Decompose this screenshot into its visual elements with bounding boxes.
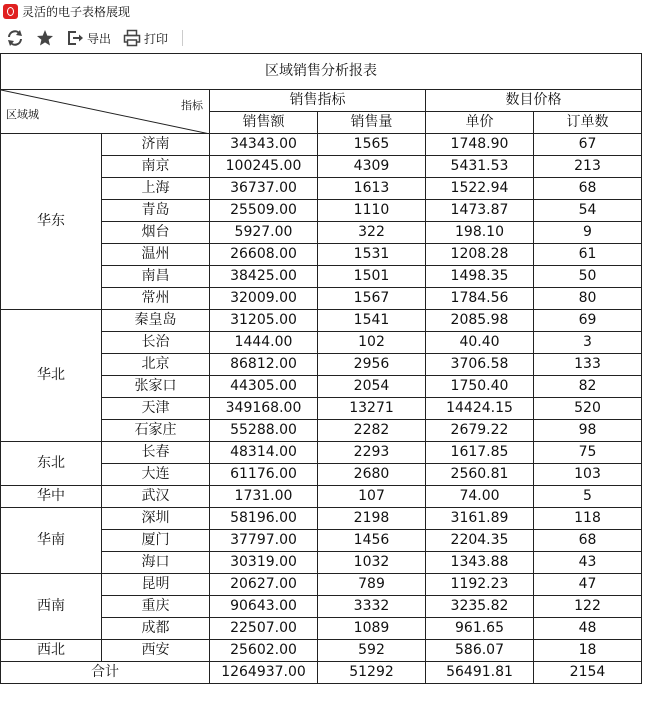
city-cell: 昆明 bbox=[102, 574, 210, 596]
table-row bbox=[1, 442, 642, 464]
value-cell: 1110 bbox=[318, 200, 426, 222]
column-header: 单价 bbox=[426, 112, 534, 134]
value-cell: 32009.00 bbox=[210, 288, 318, 310]
value-cell: 1731.00 bbox=[210, 486, 318, 508]
value-cell: 25509.00 bbox=[210, 200, 318, 222]
value-cell: 14424.15 bbox=[426, 398, 534, 420]
value-cell: 26608.00 bbox=[210, 244, 318, 266]
report-title: 区域销售分析报表 bbox=[1, 54, 642, 90]
city-cell: 南昌 bbox=[102, 266, 210, 288]
city-cell: 成都 bbox=[102, 618, 210, 640]
table-row bbox=[1, 640, 642, 662]
title-bar bbox=[0, 0, 666, 22]
value-cell: 2204.35 bbox=[426, 530, 534, 552]
value-cell: 1613 bbox=[318, 178, 426, 200]
value-cell: 1531 bbox=[318, 244, 426, 266]
value-cell: 54 bbox=[534, 200, 642, 222]
value-cell: 20627.00 bbox=[210, 574, 318, 596]
region-cell: 华南 bbox=[1, 508, 102, 574]
group-header-quantity-price: 数目价格 bbox=[426, 90, 642, 112]
city-cell: 烟台 bbox=[102, 222, 210, 244]
value-cell: 38425.00 bbox=[210, 266, 318, 288]
value-cell: 1032 bbox=[318, 552, 426, 574]
city-cell: 南京 bbox=[102, 156, 210, 178]
region-cell: 华东 bbox=[1, 134, 102, 310]
region-cell: 华北 bbox=[1, 310, 102, 442]
city-cell: 青岛 bbox=[102, 200, 210, 222]
value-cell: 9 bbox=[534, 222, 642, 244]
value-cell: 3 bbox=[534, 332, 642, 354]
value-cell: 1444.00 bbox=[210, 332, 318, 354]
value-cell: 3706.58 bbox=[426, 354, 534, 376]
export-label: 导出 bbox=[87, 31, 112, 46]
value-cell: 1192.23 bbox=[426, 574, 534, 596]
value-cell: 1541 bbox=[318, 310, 426, 332]
value-cell: 98 bbox=[534, 420, 642, 442]
value-cell: 1522.94 bbox=[426, 178, 534, 200]
value-cell: 1567 bbox=[318, 288, 426, 310]
value-cell: 48 bbox=[534, 618, 642, 640]
value-cell: 213 bbox=[534, 156, 642, 178]
value-cell: 349168.00 bbox=[210, 398, 318, 420]
value-cell: 13271 bbox=[318, 398, 426, 420]
value-cell: 102 bbox=[318, 332, 426, 354]
value-cell: 3332 bbox=[318, 596, 426, 618]
value-cell: 1089 bbox=[318, 618, 426, 640]
value-cell: 5927.00 bbox=[210, 222, 318, 244]
city-cell: 温州 bbox=[102, 244, 210, 266]
value-cell: 82 bbox=[534, 376, 642, 398]
column-header: 订单数 bbox=[534, 112, 642, 134]
value-cell: 86812.00 bbox=[210, 354, 318, 376]
print-button[interactable] bbox=[123, 29, 168, 47]
report-sheet bbox=[0, 53, 642, 684]
value-cell: 5431.53 bbox=[426, 156, 534, 178]
value-cell: 47 bbox=[534, 574, 642, 596]
value-cell: 50 bbox=[534, 266, 642, 288]
value-cell: 103 bbox=[534, 464, 642, 486]
table-row bbox=[1, 486, 642, 508]
value-cell: 68 bbox=[534, 530, 642, 552]
print-label: 打印 bbox=[144, 31, 169, 46]
city-cell: 西安 bbox=[102, 640, 210, 662]
value-cell: 592 bbox=[318, 640, 426, 662]
value-cell: 2054 bbox=[318, 376, 426, 398]
city-cell: 天津 bbox=[102, 398, 210, 420]
value-cell: 44305.00 bbox=[210, 376, 318, 398]
table-row bbox=[1, 134, 642, 156]
city-cell: 大连 bbox=[102, 464, 210, 486]
value-cell: 1456 bbox=[318, 530, 426, 552]
city-cell: 常州 bbox=[102, 288, 210, 310]
star-icon bbox=[36, 29, 54, 47]
value-cell: 2956 bbox=[318, 354, 426, 376]
value-cell: 61176.00 bbox=[210, 464, 318, 486]
total-label: 合计 bbox=[1, 662, 210, 684]
total-value: 56491.81 bbox=[426, 662, 534, 684]
column-header: 销售额 bbox=[210, 112, 318, 134]
table-row bbox=[1, 310, 642, 332]
city-cell: 秦皇岛 bbox=[102, 310, 210, 332]
app-logo-icon bbox=[3, 4, 18, 19]
header-row-1 bbox=[1, 90, 642, 112]
value-cell: 55288.00 bbox=[210, 420, 318, 442]
export-button[interactable] bbox=[66, 29, 111, 47]
total-value: 2154 bbox=[534, 662, 642, 684]
printer-icon bbox=[123, 29, 141, 47]
value-cell: 107 bbox=[318, 486, 426, 508]
value-cell: 34343.00 bbox=[210, 134, 318, 156]
value-cell: 3235.82 bbox=[426, 596, 534, 618]
value-cell: 2560.81 bbox=[426, 464, 534, 486]
window-title: 灵活的电子表格展现 bbox=[22, 4, 131, 19]
sales-report-table bbox=[0, 53, 642, 684]
total-value: 1264937.00 bbox=[210, 662, 318, 684]
city-cell: 深圳 bbox=[102, 508, 210, 530]
value-cell: 2679.22 bbox=[426, 420, 534, 442]
corner-label-metric: 指标 bbox=[181, 99, 203, 112]
city-cell: 厦门 bbox=[102, 530, 210, 552]
value-cell: 18 bbox=[534, 640, 642, 662]
value-cell: 36737.00 bbox=[210, 178, 318, 200]
refresh-icon bbox=[6, 29, 24, 47]
region-cell: 西南 bbox=[1, 574, 102, 640]
refresh-button[interactable] bbox=[6, 29, 24, 47]
value-cell: 2293 bbox=[318, 442, 426, 464]
value-cell: 2282 bbox=[318, 420, 426, 442]
value-cell: 1208.28 bbox=[426, 244, 534, 266]
region-cell: 东北 bbox=[1, 442, 102, 486]
value-cell: 118 bbox=[534, 508, 642, 530]
value-cell: 37797.00 bbox=[210, 530, 318, 552]
region-cell: 西北 bbox=[1, 640, 102, 662]
city-cell: 上海 bbox=[102, 178, 210, 200]
value-cell: 40.40 bbox=[426, 332, 534, 354]
value-cell: 198.10 bbox=[426, 222, 534, 244]
table-row bbox=[1, 508, 642, 530]
column-header: 销售量 bbox=[318, 112, 426, 134]
value-cell: 43 bbox=[534, 552, 642, 574]
value-cell: 1501 bbox=[318, 266, 426, 288]
diagonal-header-cell bbox=[1, 90, 210, 134]
value-cell: 30319.00 bbox=[210, 552, 318, 574]
total-value: 51292 bbox=[318, 662, 426, 684]
value-cell: 1748.90 bbox=[426, 134, 534, 156]
city-cell: 武汉 bbox=[102, 486, 210, 508]
value-cell: 1565 bbox=[318, 134, 426, 156]
value-cell: 74.00 bbox=[426, 486, 534, 508]
city-cell: 张家口 bbox=[102, 376, 210, 398]
value-cell: 133 bbox=[534, 354, 642, 376]
city-cell: 长治 bbox=[102, 332, 210, 354]
value-cell: 5 bbox=[534, 486, 642, 508]
value-cell: 322 bbox=[318, 222, 426, 244]
value-cell: 2198 bbox=[318, 508, 426, 530]
value-cell: 2680 bbox=[318, 464, 426, 486]
value-cell: 1784.56 bbox=[426, 288, 534, 310]
value-cell: 586.07 bbox=[426, 640, 534, 662]
value-cell: 90643.00 bbox=[210, 596, 318, 618]
city-cell: 石家庄 bbox=[102, 420, 210, 442]
toolbar bbox=[0, 22, 666, 54]
value-cell: 2085.98 bbox=[426, 310, 534, 332]
total-row bbox=[1, 662, 642, 684]
value-cell: 1473.87 bbox=[426, 200, 534, 222]
report-title-row bbox=[1, 54, 642, 90]
table-row bbox=[1, 574, 642, 596]
city-cell: 长春 bbox=[102, 442, 210, 464]
value-cell: 1343.88 bbox=[426, 552, 534, 574]
value-cell: 69 bbox=[534, 310, 642, 332]
value-cell: 48314.00 bbox=[210, 442, 318, 464]
group-header-sales: 销售指标 bbox=[210, 90, 426, 112]
toolbar-divider bbox=[182, 30, 183, 46]
value-cell: 22507.00 bbox=[210, 618, 318, 640]
value-cell: 1750.40 bbox=[426, 376, 534, 398]
value-cell: 122 bbox=[534, 596, 642, 618]
value-cell: 4309 bbox=[318, 156, 426, 178]
value-cell: 25602.00 bbox=[210, 640, 318, 662]
value-cell: 3161.89 bbox=[426, 508, 534, 530]
value-cell: 80 bbox=[534, 288, 642, 310]
region-cell: 华中 bbox=[1, 486, 102, 508]
value-cell: 1617.85 bbox=[426, 442, 534, 464]
city-cell: 重庆 bbox=[102, 596, 210, 618]
value-cell: 100245.00 bbox=[210, 156, 318, 178]
value-cell: 1498.35 bbox=[426, 266, 534, 288]
value-cell: 58196.00 bbox=[210, 508, 318, 530]
favorite-button[interactable] bbox=[36, 29, 54, 47]
city-cell: 济南 bbox=[102, 134, 210, 156]
corner-label-region: 区域城 bbox=[6, 108, 39, 121]
value-cell: 961.65 bbox=[426, 618, 534, 640]
value-cell: 67 bbox=[534, 134, 642, 156]
value-cell: 31205.00 bbox=[210, 310, 318, 332]
value-cell: 520 bbox=[534, 398, 642, 420]
export-icon bbox=[66, 29, 84, 47]
city-cell: 海口 bbox=[102, 552, 210, 574]
value-cell: 75 bbox=[534, 442, 642, 464]
value-cell: 68 bbox=[534, 178, 642, 200]
value-cell: 789 bbox=[318, 574, 426, 596]
city-cell: 北京 bbox=[102, 354, 210, 376]
value-cell: 61 bbox=[534, 244, 642, 266]
